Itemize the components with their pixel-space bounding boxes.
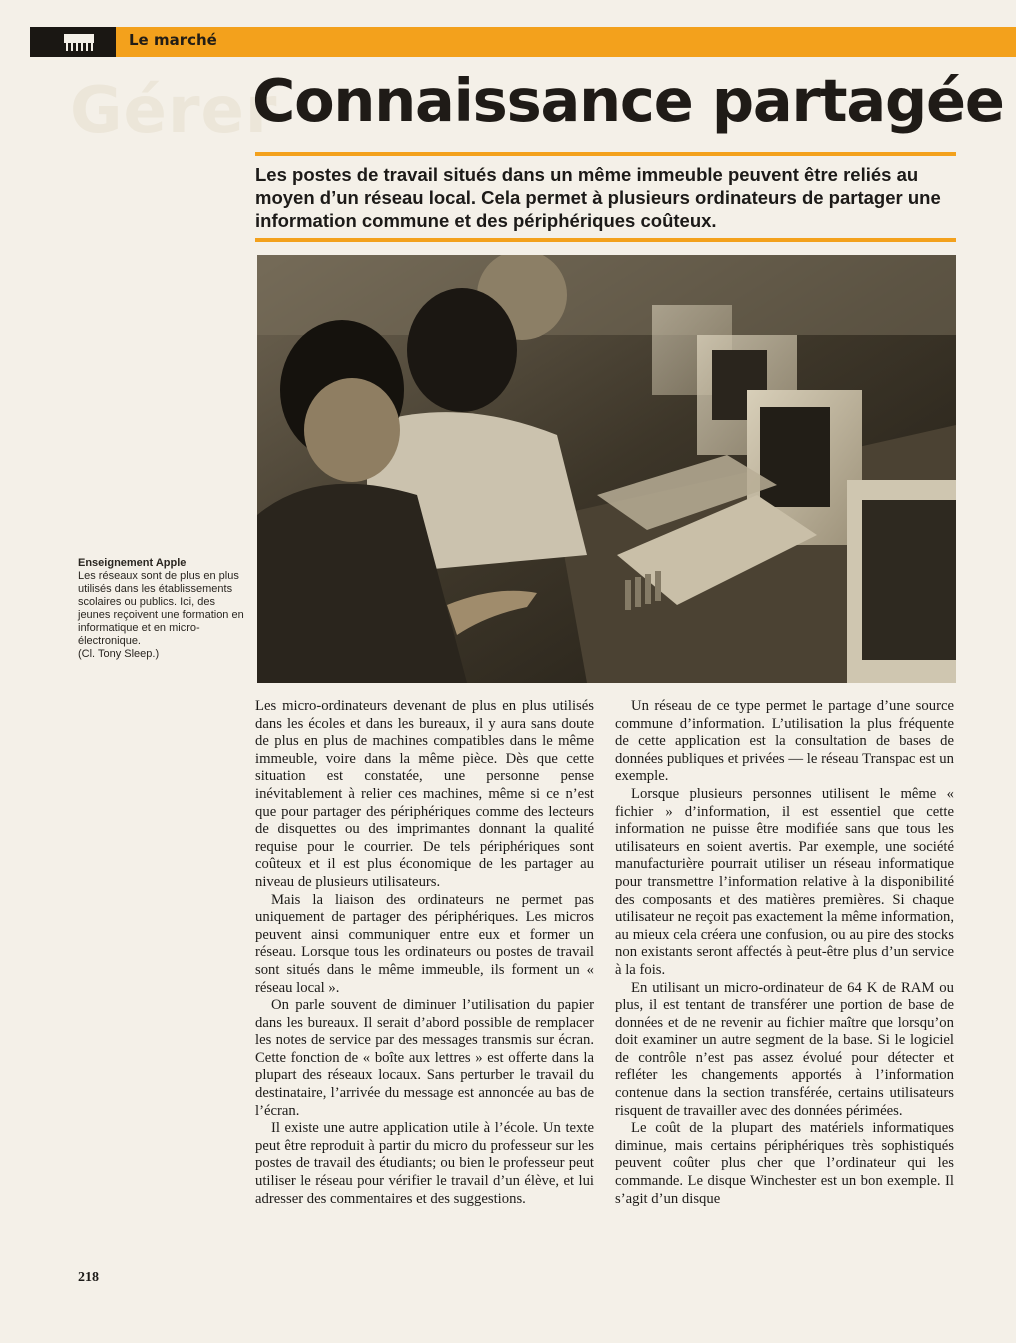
paragraph: Il existe une autre application utile à l’école. Un texte peut être reproduit à partir du micro du professeur sur les postes de travail des étudiants; ou bien le professeur peut utiliser le réseau pour vérifier le travail d’un élève, et lui adresser des commentaires et des suggestions. [255,1120,594,1207]
bottom-rule [255,238,956,242]
section-label: Le marché [129,31,217,49]
paragraph: En utilisant un micro-ordinateur de 64 K de RAM ou plus, il est tentant de transférer une portion de base de données et de ne revenir au fichier maître que lorsqu’on doit examiner un autre segment de la base. Si le logiciel de contrôle n’est pas assez évolué pour détecter et refléter les changements apportés à l’information contenue dans la section transférée, certains utilisateurs risquent de travailler avec des données périmées. [615,979,954,1119]
caption-text: Les réseaux sont de plus en plus utilisés dans les établissements scolaires ou publics. Ici, des jeunes reçoivent une formation en informatique et en micro-électronique. [78,570,244,647]
caption-credit: (Cl. Tony Sleep.) [78,648,160,660]
page-number: 218 [78,1270,99,1285]
top-rule [255,152,956,156]
chip-icon [63,33,95,53]
header-black-block [30,27,116,57]
paragraph: Les micro-ordinateurs devenant de plus en plus utilisés dans les écoles et dans les bureaux, il y aura sans doute de plus en plus de machines compatibles dans le même immeuble, voire dans la même pièce. Dès que cette situation est constatée, une personne pense inévitablement à relier ces machines, même si ce n’est que pour partager des périphériques comme des lecteurs de disquettes ou des imprimantes donnant la qualité requise pour le courrier. De tels périphériques sont coûteux et il est plus économique de les partager au niveau de plusieurs utilisateurs. [255,698,594,890]
paragraph: Le coût de la plupart des matériels informatiques diminue, mais certains périphériques très sophistiqués peuvent coûter plus cher que l’ordinateur qui les commande. Le disque Winchester est un bon exemple. Il s’agit d’un disque [615,1120,954,1207]
classroom-photo [257,255,956,683]
paragraph: Un réseau de ce type permet le partage d’une source commune d’information. L’utilisation la plus fréquente de cette application est la consultation de bases de données publiques et privées — le réseau Transpac est un exemple. [615,698,954,785]
paragraph: On parle souvent de diminuer l’utilisation du papier dans les bureaux. Il serait d’abord possible de remplacer les notes de service par des messages transmis sur écran. Cette fonction de « boîte aux lettres » est offerte dans la plupart des réseaux locaux. Sans perturber le travail du destinataire, l’arrivée du message est annoncée au bas de l’écran. [255,997,594,1119]
paragraph: Mais la liaison des ordinateurs ne permet pas uniquement de partager des périphériques. Les micros peuvent ainsi communiquer entre eux et former un réseau. Lorsque tous les ordinateurs ou postes de travail sont situés dans le même immeuble, ils forment un « réseau local ». [255,891,594,996]
page-title: Connaissance partagée [252,66,1004,135]
paragraph: Lorsque plusieurs personnes utilisent le même « fichier » d’information, il est essentiel que cette information ne puisse être modifiée sans que tous les utilisateurs en soient avertis. Par exemple, une société manufacturière pourrait utiliser un réseau informatique pour transmettre l’information relative à la disponibilité des composants et des matières premières. Si chaque utilisateur ne reçoit pas exactement la même information, au mieux cela créera une confusion, ou au pire des stocks non existants seront affectés à peut-être plus d’un service à la fois. [615,785,954,978]
section-header-bar [30,27,1016,57]
photo-caption [78,557,250,661]
body-column-left [255,698,594,1208]
body-column-right [615,698,954,1208]
lead-paragraph: Les postes de travail situés dans un même immeuble peuvent être reliés au moyen d’un réseau local. Cela permet à plusieurs ordinateurs de partager une information commune et des périphériques coûteux. [255,164,941,231]
caption-title: Enseignement Apple [78,557,187,569]
show-through-text: Gérer [70,74,278,148]
